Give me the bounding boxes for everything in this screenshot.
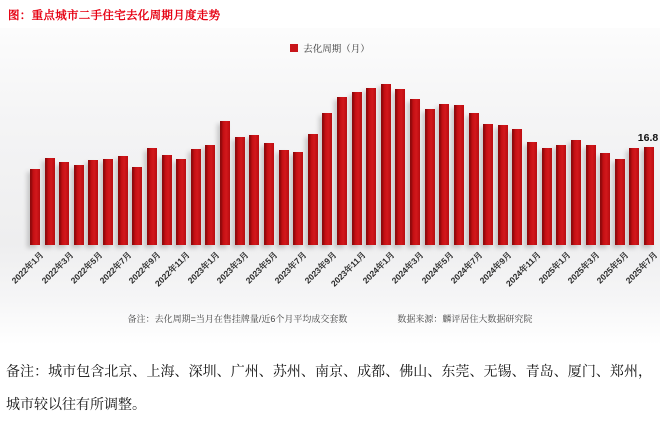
- bar: [322, 113, 332, 245]
- legend: [0, 28, 660, 55]
- x-axis-labels: 2022年1月 2022年3月 2022年5月 2022年7月 2022年9月 2022年11月 2023年1月 2023年3月 2023年5月 2023年7月 2023年9月 2023年11月 2024年1月 2024年3月 2024年5月 2024年7月 2024年9月 2024年11月 2025年1月 2025年3月 2025年5月 2025年7月: [9, 249, 660, 289]
- bar: [600, 153, 610, 245]
- bar: [176, 159, 186, 245]
- bar: [498, 125, 508, 245]
- bar: [45, 158, 55, 246]
- bar: [352, 92, 362, 245]
- bar: [235, 137, 245, 245]
- bar: [629, 148, 639, 245]
- bar: [586, 145, 596, 245]
- bottom-note-line-2: 城市较以往有所调整。: [6, 398, 146, 413]
- bar: [512, 129, 522, 245]
- bar: [337, 97, 347, 245]
- bar: [59, 162, 69, 245]
- bar: [439, 104, 449, 245]
- bar: [615, 159, 625, 245]
- bar: [132, 167, 142, 245]
- bar: [469, 113, 479, 245]
- legend-square-icon: [290, 44, 298, 52]
- bar: [644, 147, 654, 245]
- bar: [249, 135, 259, 245]
- bar: [395, 89, 405, 245]
- bar: [118, 156, 128, 245]
- bar: [220, 121, 230, 245]
- bar: [191, 149, 201, 245]
- bar: [74, 165, 84, 245]
- bar: [293, 152, 303, 245]
- bar: [279, 150, 289, 245]
- bar: [556, 145, 566, 245]
- bar: [454, 105, 464, 245]
- chart-title: 图：重点城市二手住宅去化周期月度走势: [8, 10, 221, 22]
- bar: [366, 88, 376, 246]
- bar: [542, 148, 552, 245]
- data-source: 数据来源：麟评居住大数据研究院: [397, 314, 533, 324]
- bar: [103, 159, 113, 245]
- bar: [483, 124, 493, 245]
- bar-plot: [30, 69, 654, 245]
- last-value-label: 16.8: [637, 132, 659, 144]
- chart-notes: [0, 312, 660, 325]
- bottom-note: [6, 356, 652, 422]
- chart-footnote: 备注：去化周期=当月在售挂牌量/近6个月平均成交套数: [127, 314, 348, 324]
- legend-label: 去化周期（月）: [303, 44, 370, 55]
- bar: [162, 155, 172, 245]
- bar: [410, 99, 420, 245]
- bar: [205, 145, 215, 245]
- bar: [425, 109, 435, 246]
- bar: [147, 148, 157, 245]
- bar: [527, 142, 537, 245]
- bottom-note-line-1: 备注：城市包含北京、上海、深圳、广州、苏州、南京、成都、佛山、东莞、无锡、青岛、厦门、郑州，: [6, 365, 652, 380]
- bar: [571, 140, 581, 245]
- bar: [308, 134, 318, 245]
- bar: [264, 143, 274, 245]
- bar: [88, 160, 98, 245]
- bar: [30, 169, 40, 245]
- chart-panel: [0, 28, 660, 345]
- bar: [381, 84, 391, 245]
